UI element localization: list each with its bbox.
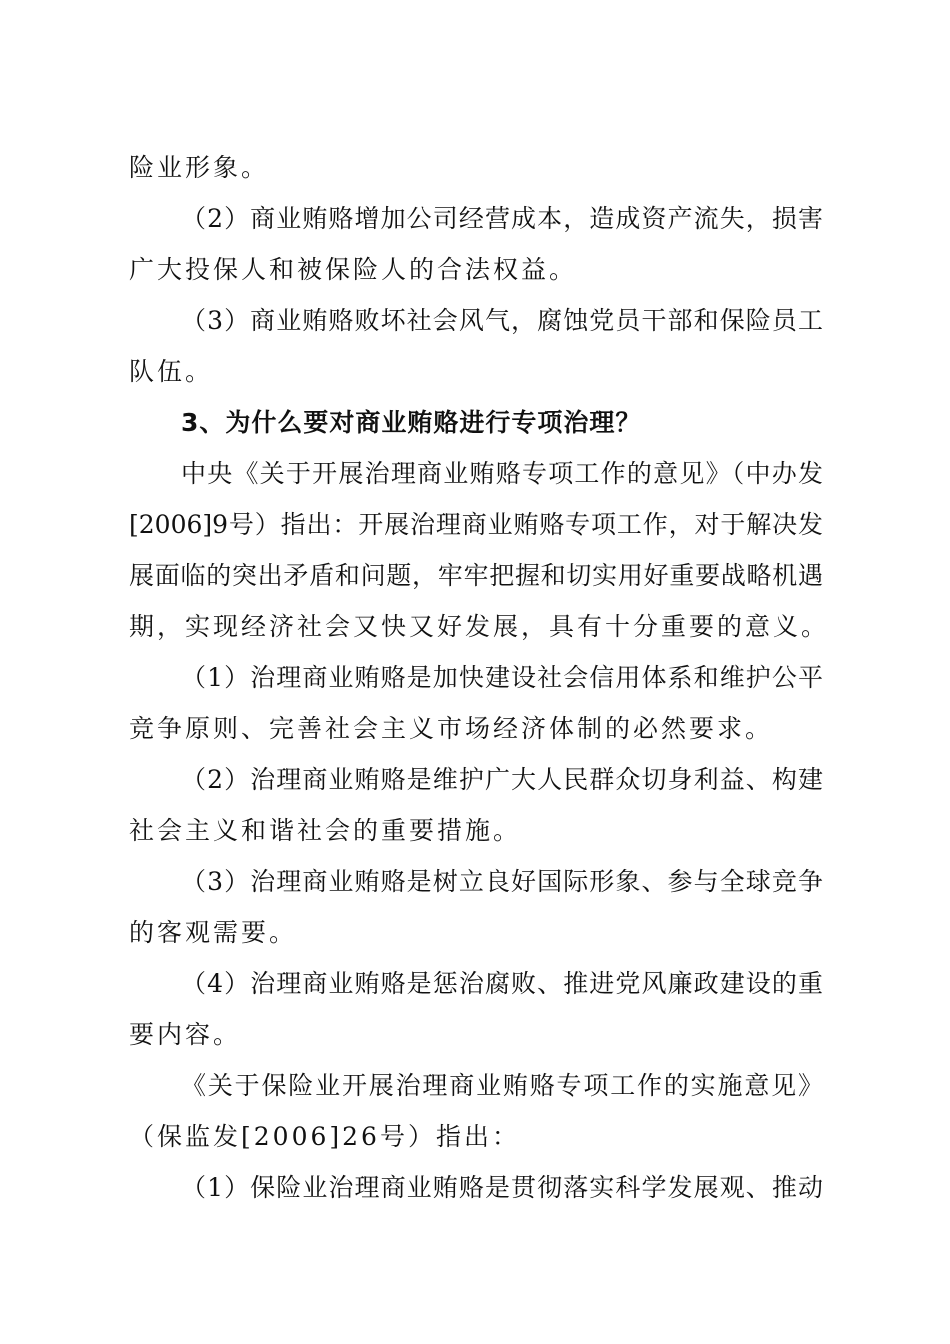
paragraph-line: （3）商业贿赂败坏社会风气，腐蚀党员干部和保险员工: [181, 306, 823, 335]
paragraph-line: 期，实现经济社会又快又好发展，具有十分重要的意义。: [129, 612, 830, 641]
paragraph-line: （4）治理商业贿赂是惩治腐败、推进党风廉政建设的重: [181, 969, 823, 998]
paragraph-line: [2006]9号）指出：开展治理商业贿赂专项工作，对于解决发: [129, 510, 823, 539]
paragraph-line: 《关于保险业开展治理商业贿赂专项工作的实施意见》: [181, 1071, 823, 1100]
paragraph-line: 广大投保人和被保险人的合法权益。: [129, 255, 578, 284]
paragraph-line: 的客观需要。: [129, 918, 298, 947]
paragraph-line: 社会主义和谐社会的重要措施。: [129, 816, 522, 845]
paragraph-line: 险业形象。: [129, 153, 270, 182]
paragraph-line: 竞争原则、完善社会主义市场经济体制的必然要求。: [129, 714, 774, 743]
paragraph-line: 队伍。: [129, 357, 214, 386]
document-body: [129, 142, 830, 1213]
paragraph-line: （2）治理商业贿赂是维护广大人民群众切身利益、构建: [181, 765, 823, 794]
paragraph-line: （1）治理商业贿赂是加快建设社会信用体系和维护公平: [181, 663, 823, 692]
paragraph-line: 展面临的突出矛盾和问题，牢牢把握和切实用好重要战略机遇: [129, 561, 823, 590]
section-heading: 3、为什么要对商业贿赂进行专项治理？: [181, 408, 642, 437]
paragraph-line: 中央《关于开展治理商业贿赂专项工作的意见》（中办发: [181, 459, 823, 488]
paragraph-line: （2）商业贿赂增加公司经营成本，造成资产流失，损害: [181, 204, 823, 233]
paragraph-line: （保监发[2006]26号）指出：: [129, 1122, 520, 1151]
paragraph-line: （3）治理商业贿赂是树立良好国际形象、参与全球竞争: [181, 867, 823, 896]
paragraph-line: （1）保险业治理商业贿赂是贯彻落实科学发展观、推动: [181, 1173, 823, 1202]
paragraph-line: 要内容。: [129, 1020, 242, 1049]
